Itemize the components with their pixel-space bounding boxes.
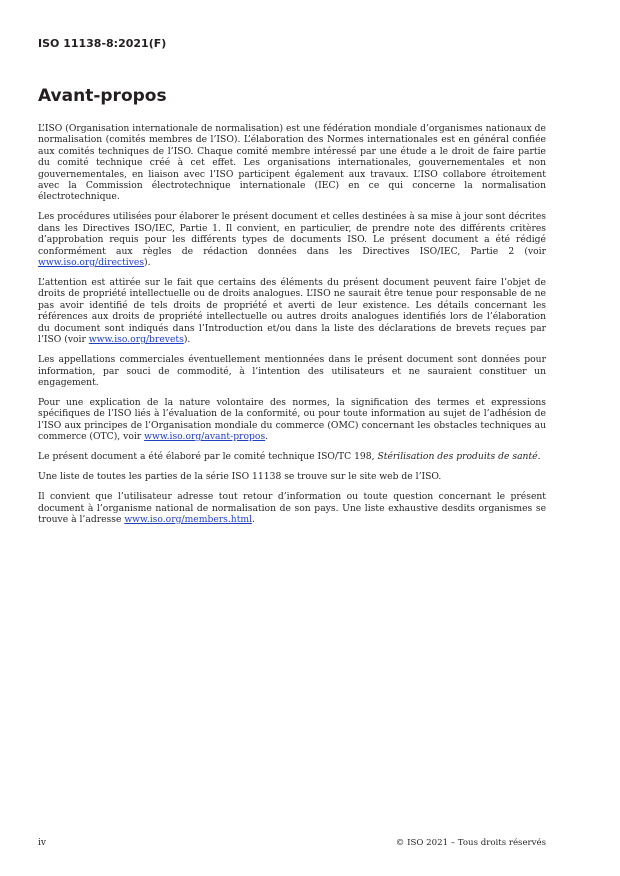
paragraph-3-text: L’attention est attirée sur le fait que certains des éléments du présent document peuvent faire l’objet de droits de propriété intellectuelle ou de droits analogues. L’ISO ne saurait être tenue pour responsable de ne pas avoir identifié de tels droits de propriété et averti de leur existence. Les détails concernant les références aux droits de propriété intellectuelle ou autres droits analogues identifiés lors de l’élaboration du document sont indiqués dans l’Introduction et/ou dans la liste des déclarations de brevets reçues par l’ISO (voir (38, 277, 546, 346)
directives-link[interactable]: www.iso.org/directives (38, 257, 145, 269)
foreword-link[interactable]: www.iso.org/avant-propos (144, 431, 266, 443)
paragraph-5 (38, 397, 546, 443)
paragraph-3 (38, 277, 546, 345)
copyright-notice: © ISO 2021 – Tous droits réservés (395, 838, 546, 848)
committee-title: Stérilisation des produits de santé (377, 451, 538, 463)
paragraph-4: Les appellations commerciales éventuellement mentionnées dans le présent document sont données pour information, par souci de commodité, à l’intention des utilisateurs et ne sauraient constituer un engagement. (38, 354, 546, 388)
paragraph-6-end: . (537, 451, 541, 463)
paragraph-8-end: . (252, 513, 255, 525)
foreword-body (38, 123, 546, 534)
paragraph-2-end: ). (144, 257, 151, 269)
patents-link[interactable]: www.iso.org/brevets (88, 334, 184, 346)
paragraph-3-end: ). (183, 334, 191, 346)
paragraph-5-text: Pour une explication de la nature volontaire des normes, la signification des termes et expressions spécifiques de l’ISO liés à l’évaluation de la conformité, ou pour toute information au sujet de l’adhésion de l’ISO aux principes de l’Organisation mondiale du commerce (OMC) concernant les obstacles techniques au commerce (OTC), voir (38, 396, 546, 443)
paragraph-2-text: Les procédures utilisées pour élaborer le présent document et celles destinées à sa mise à jour sont décrites dans les Directives ISO/IEC, Partie 1. Il convient, en particulier, de prendre note des différents critères d’approbation requis pour les différents types de documents ISO. Le présent document a été rédigé conformément aux règles de rédaction données dans les Directives ISO/IEC, Partie 2 (voir (38, 211, 546, 257)
section-title: Avant-propos (38, 86, 167, 106)
paragraph-7: Une liste de toutes les parties de la série ISO 11138 se trouve sur le site web de l’ISO. (38, 471, 442, 483)
page-number: iv (38, 838, 46, 848)
paragraph-8 (38, 491, 546, 525)
paragraph-6-text: Le présent document a été élaboré par le comité technique ISO/TC 198, (38, 451, 378, 463)
paragraph-8-text: Il convient que l’utilisateur adresse tout retour d’information ou toute question concernant le présent document à l’organisme national de normalisation de son pays. Une liste exhaustive desdits organismes se trouve à l’adresse (38, 491, 546, 525)
document-id: ISO 11138-8:2021(F) (38, 37, 167, 50)
paragraph-6 (38, 451, 546, 462)
paragraph-1: L’ISO (Organisation internationale de normalisation) est une fédération mondiale d’organismes nationaux de normalisation (comités membres de l’ISO). L’élaboration des Normes internationales est en général confiée aux comités techniques de l’ISO. Chaque comité membre intéressé par une étude a le droit de faire partie du comité technique créé à cet effet. Les organisations internationales, gouvernementales et non gouvernementales, en liaison avec l’ISO participent également aux travaux. L’ISO collabore étroitement avec la Commission électrotechnique internationale (IEC) en ce qui concerne la normalisation électrotechnique. (38, 123, 546, 203)
paragraph-5-end: . (265, 431, 269, 443)
paragraph-2 (38, 211, 546, 268)
members-link[interactable]: www.iso.org/members.html (124, 513, 253, 525)
